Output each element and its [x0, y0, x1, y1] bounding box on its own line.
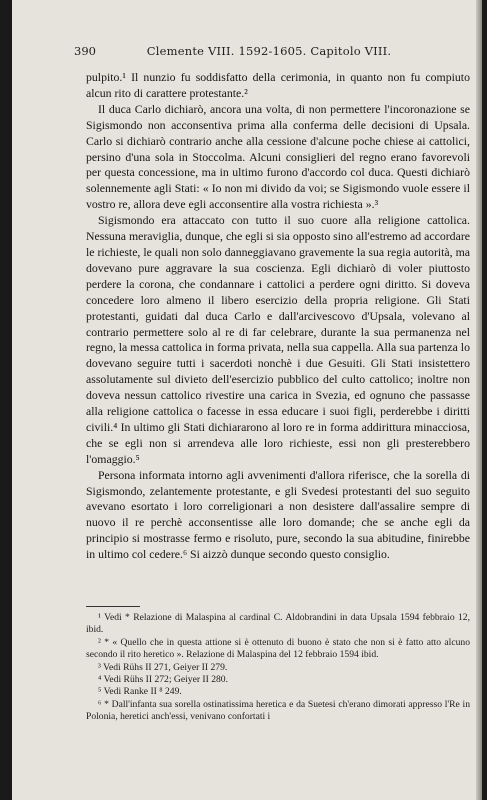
footnote-5: ⁵ Vedi Ranke II ⁸ 249.: [98, 686, 182, 698]
footnote-1: ¹ Vedi * Relazione di Malaspina al cardinal C. Aldobrandini in data Upsala 1594 febbraio 12, ibid.: [86, 612, 470, 636]
running-title: Clemente VIII. 1592-1605. Capitolo VIII.: [146, 44, 392, 58]
page-binding-edge: [476, 0, 482, 800]
paragraph-1: pulpito.¹ Il nunzio fu soddisfatto della cerimonia, in quanto non fu compiuto alcun rito di carattere protestante.²: [86, 70, 470, 100]
footnote-6: ⁶ * Dall'infanta sua sorella ostinatissima heretica e da Suetesi ch'erano dimorati appresso l'Re in Polonia, heretici anch'essi, venivano confortati i: [86, 698, 470, 723]
paragraph-4: Persona informata intorno agli avvenimenti d'allora riferisce, che la sorella di Sigismondo, zelantemente protestante, e gli Svedesi protestanti del suo seguito avevano esortato i loro correligionari a non desistere dall'assalire sempre di nuovo il re perchè acconsentisse alle loro domande; che se anche egli da principio si mostrasse fermo e risoluto, pure, secondo la sua abitudine, finirebbe in ultimo col cedere.⁶ Si aizzò dunque secondo questo consiglio.: [86, 467, 470, 562]
paragraph-2: Il duca Carlo dichiarò, ancora una volta, di non permettere l'incoronazione se Sigismondo non acconsentiva prima alla conferma delle decisioni di Upsala. Carlo si dichiarò contrario anche alla cessione d'alcune poche chiese ai cattolici, persino d'una sola in Stoccolma. Alcuni consiglieri del regno erano favorevoli per questa concessione, ma in ultimo furono d'accordo col duca. Questi dichiarò solennemente agli Stati: « Io non mi divido da voi; se Sigismondo vuole essere il vostro re, allora deve egli acconsentire alla vostra richiesta ».³: [86, 101, 470, 212]
paragraph-3: Sigismondo era attaccato con tutto il suo cuore alla religione cattolica. Nessuna meraviglia, dunque, che egli si sia opposto sino all'estremo ad accordare le richieste, le quali non solo danneggiavano gravemente la sua regia autorità, ma dovevano pure aggravare la sua coscienza. Egli dichiarò di voler piuttosto perdere la corona, che condannare i cattolici a perdere ogni diritto. Si doveva concedere loro almeno il libero esercizio della propria religione. Gli Stati protestanti, guidati dal duca Carlo e dall'arcivescovo d'Upsala, volevano al contrario permettere solo al re di far celebrare, durante la sua permanenza nel regno, la messa cattolica in forma privata, nella sua cappella. Alla sua partenza lo dovevano seguire tutti i sacerdoti nonchè i due Gesuiti. Gli Stati insistettero assolutamente sul divieto dell'esercizio pubblico del culto cattolico; inoltre non doveva nessun cattolico rivestire una carica in Svezia, ed ognuno che passasse alla religione cattolica o facesse in essa educare i suoi figli, perderebbe i diritti civili.⁴ In ultimo gli Stati dichiararono al loro re in forma addirittura minacciosa, che se egli non si arrendeva alle loro richieste, essi non gli presterebbero l'omaggio.⁵: [86, 213, 470, 466]
page-number: 390: [74, 44, 96, 58]
footnote-4: ⁴ Vedi Rühs II 272; Geiyer II 280.: [98, 674, 228, 686]
footnote-2: ² * « Quello che in questa attione si è ottenuto di buono è stato che non si è fatto atto alcuno secondo il rito heretico ». Relazione di Malaspina del 12 febbraio 1594 ibid.: [86, 636, 470, 661]
footnote-separator: [86, 606, 140, 607]
book-page: [12, 0, 482, 800]
main-text: [86, 70, 470, 563]
footnote-3: ³ Vedi Rühs II 271, Geiyer II 279.: [98, 661, 228, 673]
footnotes: [86, 612, 470, 724]
